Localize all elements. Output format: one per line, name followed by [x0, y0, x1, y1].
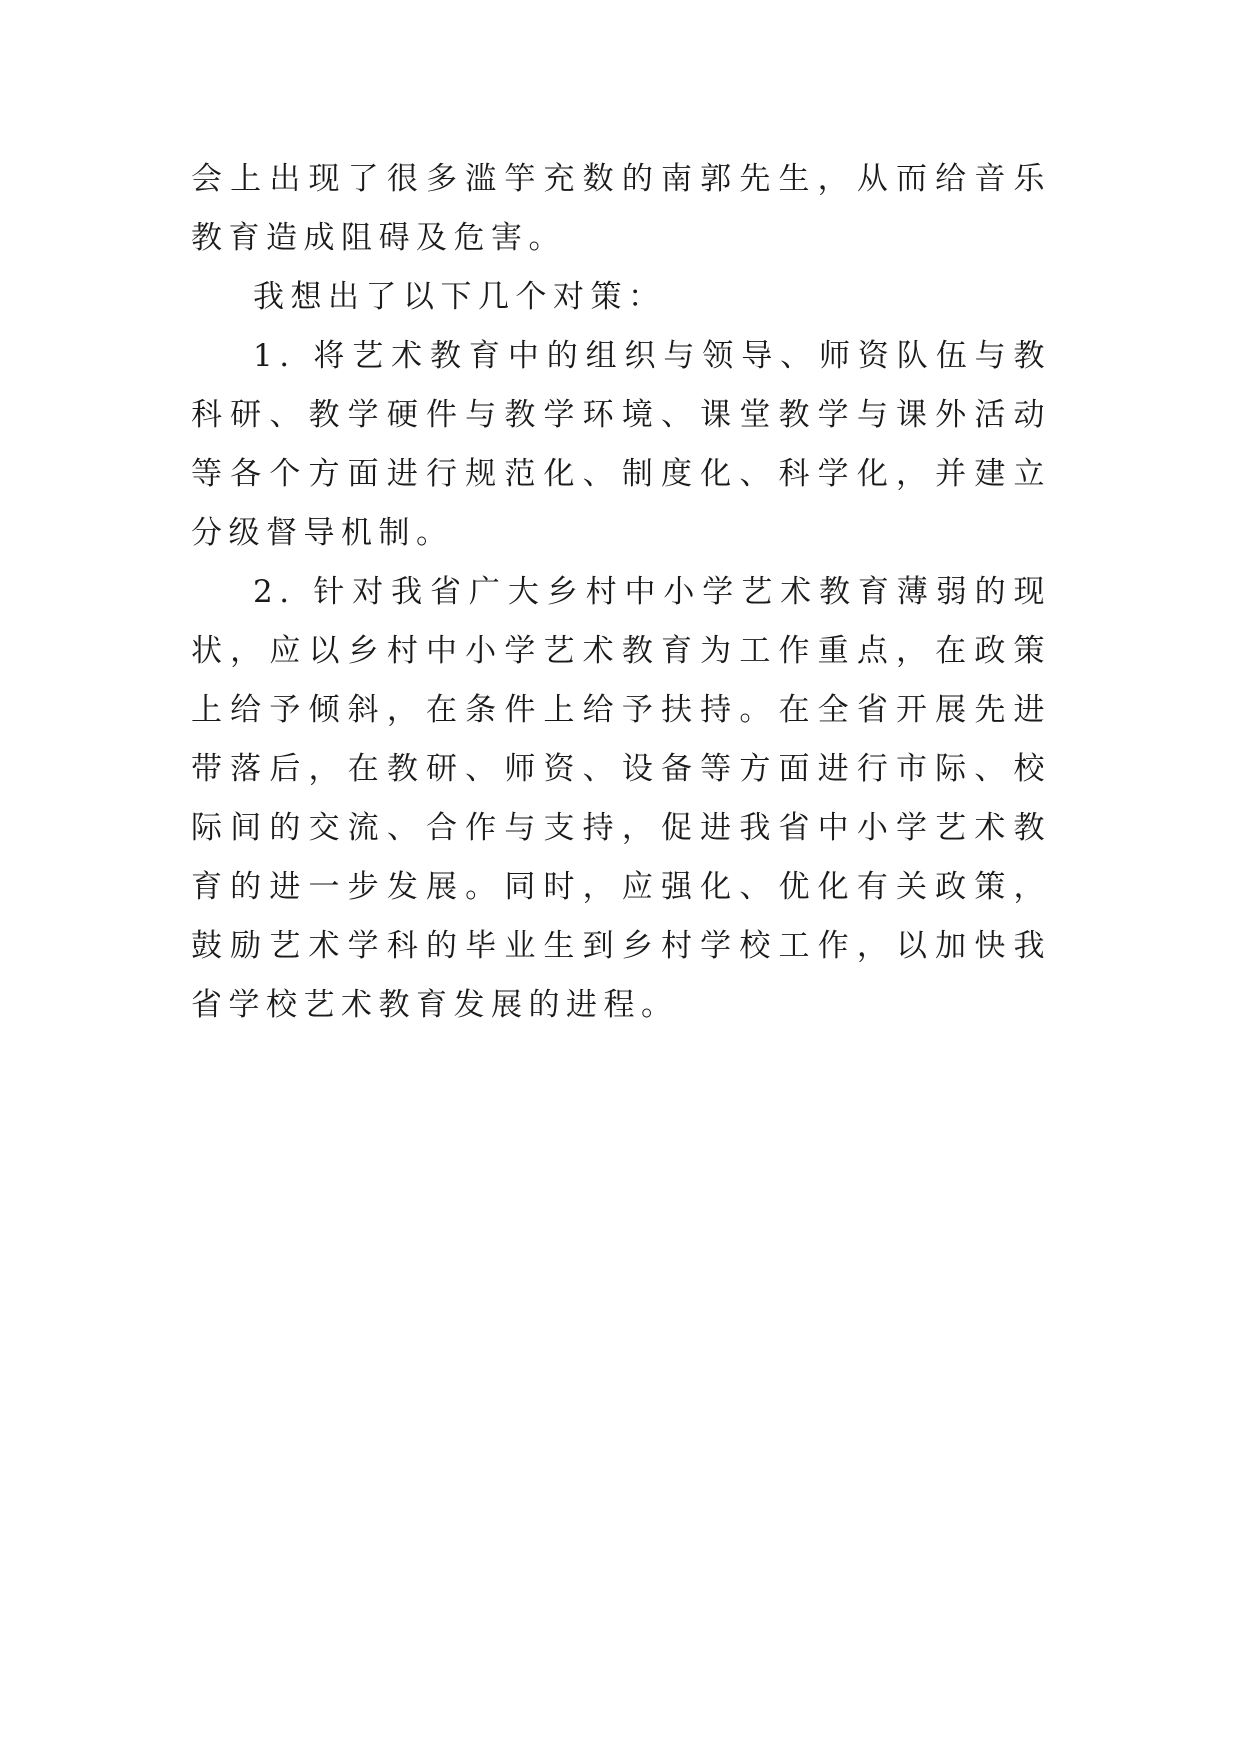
- paragraph-measure-1: 1. 将艺术教育中的组织与领导、师资队伍与教科研、教学硬件与教学环境、课堂教学与课外活动等各个方面进行规范化、制度化、科学化，并建立分级督导机制。: [191, 338, 1051, 551]
- body-text: [191, 150, 1051, 1035]
- paragraph-measure-2: 2. 针对我省广大乡村中小学艺术教育薄弱的现状，应以乡村中小学艺术教育为工作重点，在政策上给予倾斜，在条件上给予扶持。在全省开展先进带落后，在教研、师资、设备等方面进行市际、校际间的交流、合作与支持，促进我省中小学艺术教育的进一步发展。同时，应强化、优化有关政策，鼓励艺术学科的毕业生到乡村学校工作，以加快我省学校艺术教育发展的进程。: [191, 574, 1051, 1023]
- paragraph-intro: 我想出了以下几个对策：: [253, 279, 666, 315]
- paragraph-continued: 会上出现了很多滥竽充数的南郭先生，从而给音乐教育造成阻碍及危害。: [191, 161, 1051, 256]
